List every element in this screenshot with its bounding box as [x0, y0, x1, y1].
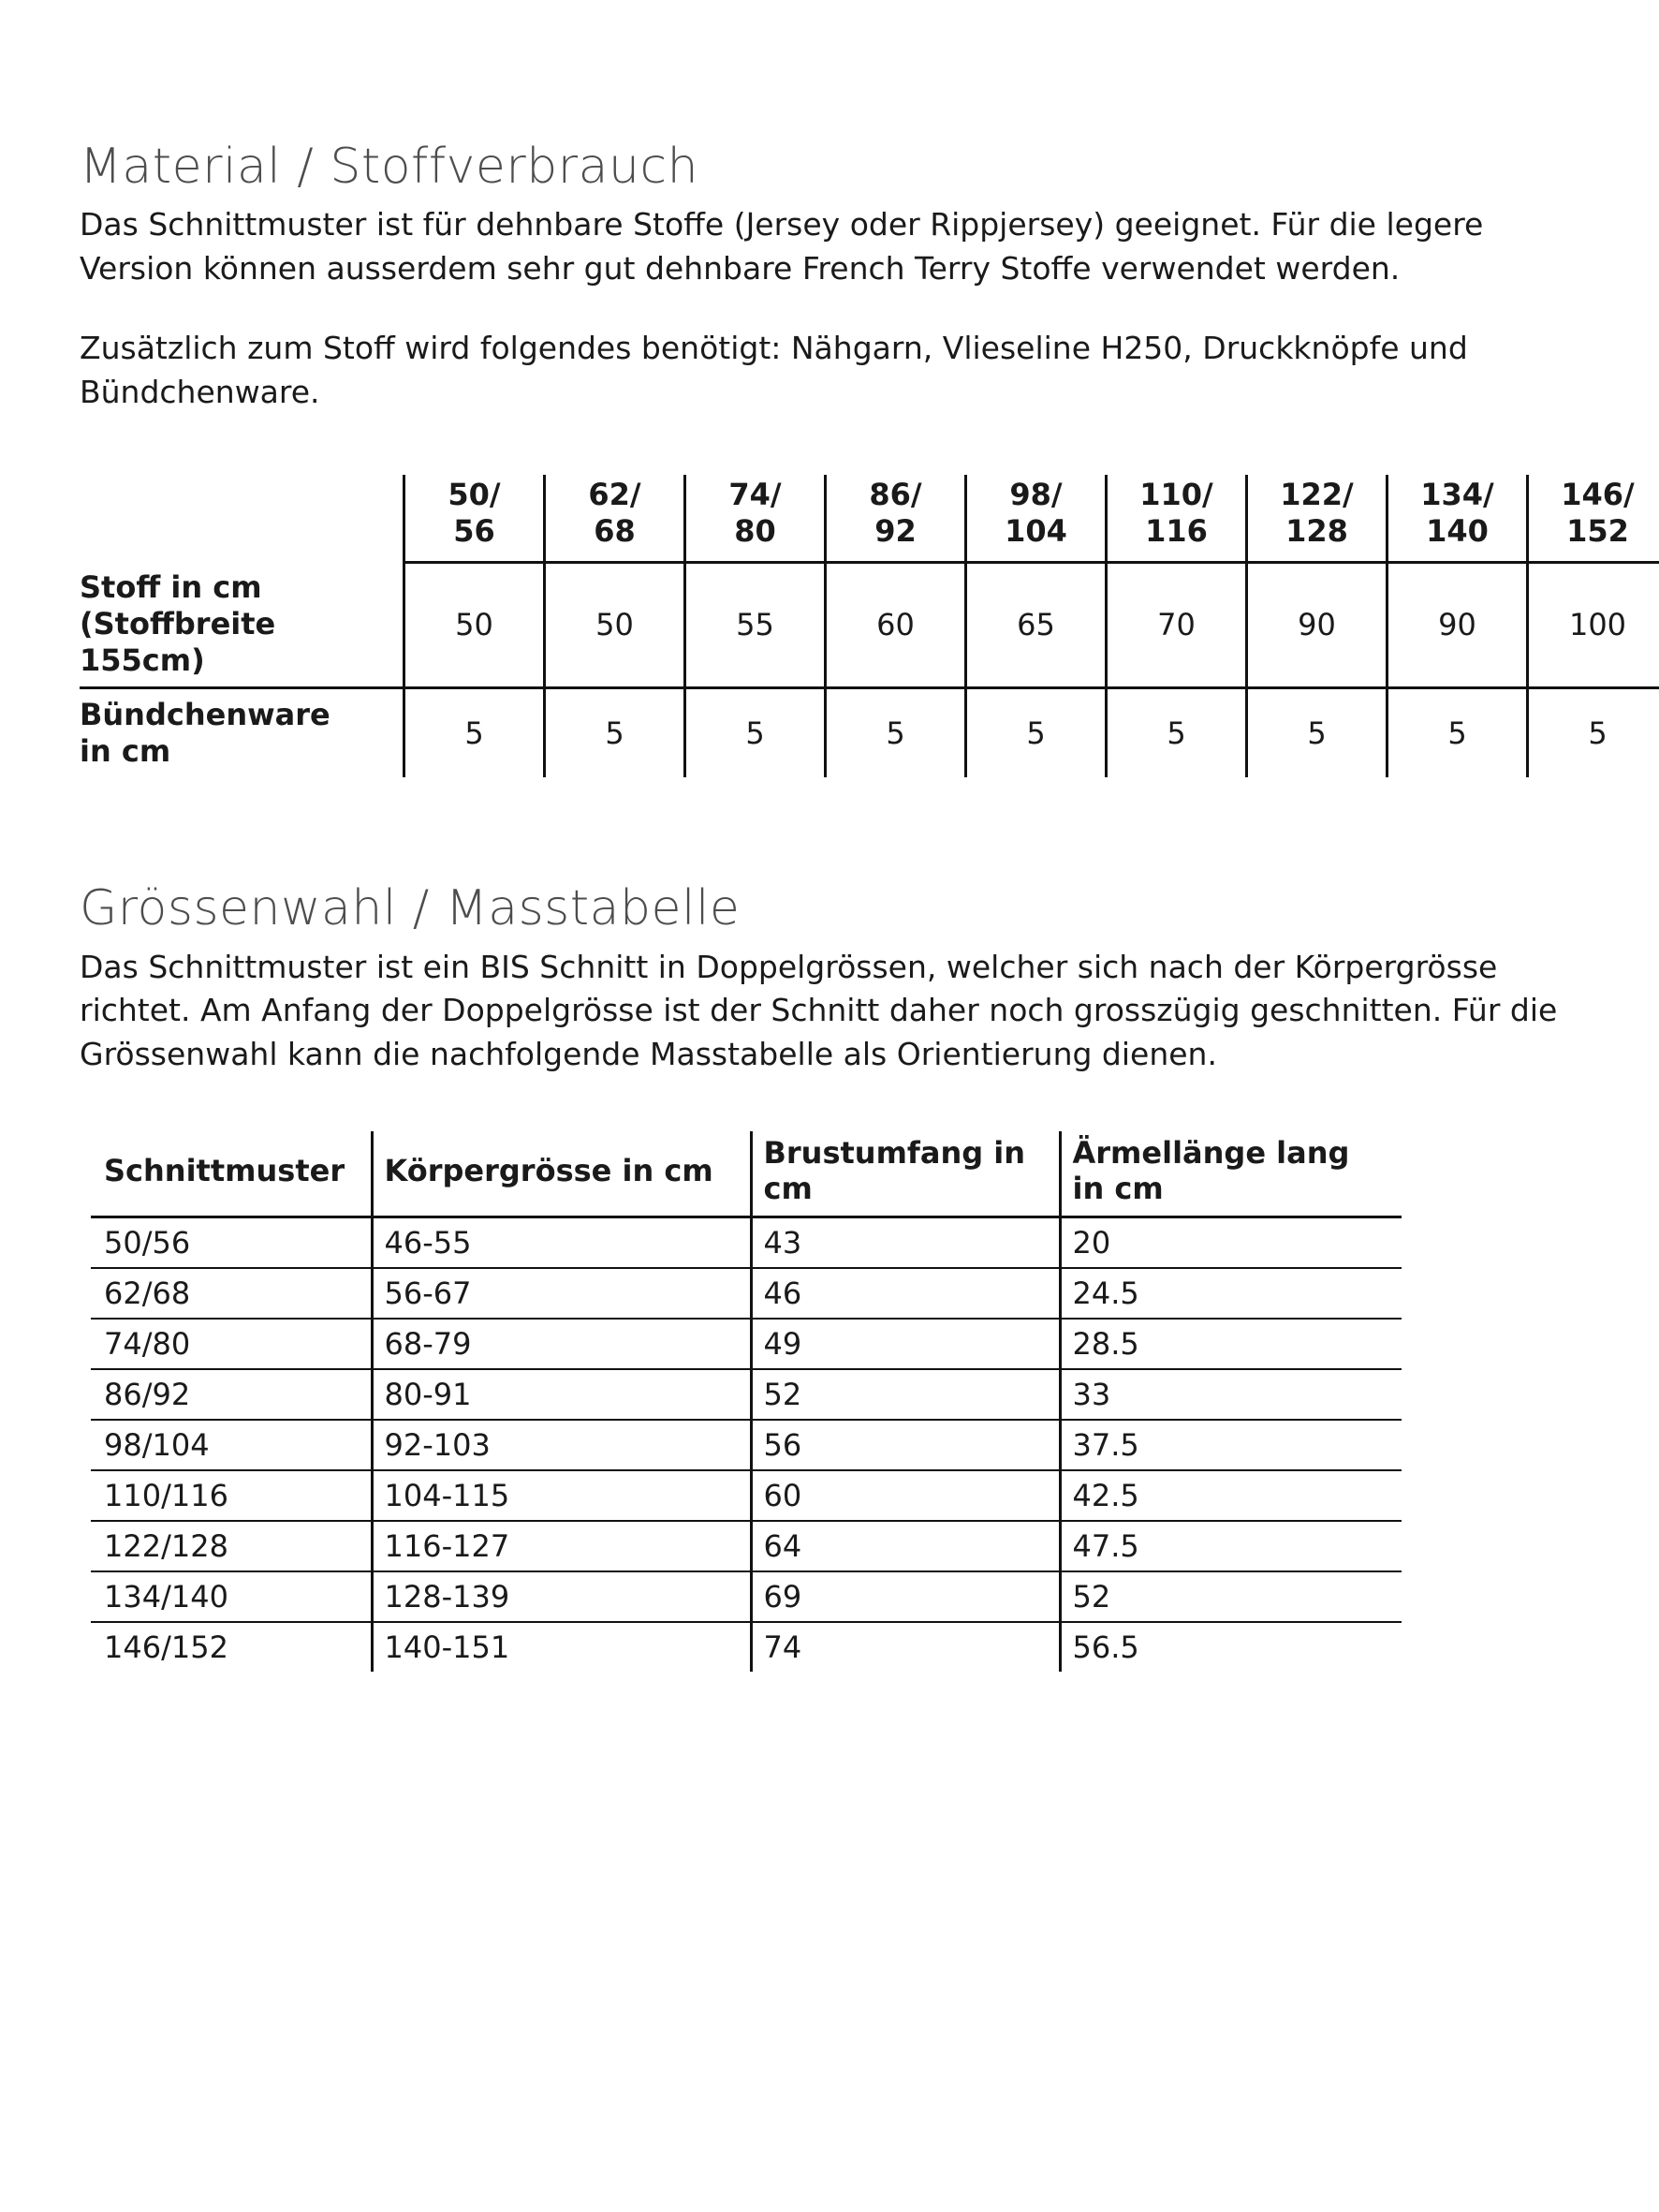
table-row: [80, 562, 1659, 688]
measurement-cell-body-height: 116-127: [372, 1521, 751, 1571]
table-row: [91, 1470, 1402, 1521]
fabric-size-header: 74/ 80: [685, 475, 826, 563]
material-section-title: Material / Stoffverbrauch: [80, 139, 699, 195]
size-section-title: Grössenwahl / Masstabelle: [80, 880, 741, 937]
fabric-size-header: 50/ 56: [404, 475, 545, 563]
fabric-size-header: 62/ 68: [545, 475, 685, 563]
measurement-cell-chest: 60: [751, 1470, 1060, 1521]
size-paragraph-1: Das Schnittmuster ist ein BIS Schnitt in Doppelgrössen, welcher sich nach der Körpergrösse richtet. Am Anfang der Doppelgrösse ist der Schnitt daher noch grosszügig geschnitten. Für die Grössenwahl kann die nachfolgende Masstabelle als Orientierung dienen.: [80, 948, 1558, 1073]
measurement-cell-body-height: 80-91: [372, 1369, 751, 1420]
fabric-cell: 50: [545, 562, 685, 688]
measurement-cell-chest: 49: [751, 1319, 1060, 1369]
fabric-table-body: [80, 562, 1659, 777]
fabric-cell: 5: [1387, 688, 1528, 778]
measurement-header-pattern-size: Schnittmuster: [91, 1131, 372, 1217]
material-section: [80, 140, 1575, 415]
table-row: [91, 1319, 1402, 1369]
measurement-table: [91, 1131, 1402, 1672]
fabric-cell: 5: [1528, 688, 1659, 778]
measurement-cell-chest: 69: [751, 1571, 1060, 1622]
measurement-cell-sleeve: 47.5: [1060, 1521, 1402, 1571]
measurement-cell-pattern-size: 98/104: [91, 1420, 372, 1470]
fabric-cell: 100: [1528, 562, 1659, 688]
measurement-cell-chest: 74: [751, 1622, 1060, 1672]
table-row: [91, 1571, 1402, 1622]
measurement-cell-chest: 64: [751, 1521, 1060, 1571]
measurement-cell-chest: 56: [751, 1420, 1060, 1470]
measurement-cell-pattern-size: 134/140: [91, 1571, 372, 1622]
fabric-cell: 90: [1387, 562, 1528, 688]
size-selection-section: [80, 882, 1575, 1077]
measurement-cell-sleeve: 20: [1060, 1217, 1402, 1269]
fabric-cell: 60: [826, 562, 966, 688]
table-row: [80, 688, 1659, 778]
measurement-cell-body-height: 140-151: [372, 1622, 751, 1672]
table-header-row: [80, 475, 1659, 563]
measurement-cell-sleeve: 33: [1060, 1369, 1402, 1420]
measurement-cell-sleeve: 24.5: [1060, 1268, 1402, 1319]
measurement-cell-sleeve: 42.5: [1060, 1470, 1402, 1521]
fabric-size-header: 134/ 140: [1387, 475, 1528, 563]
fabric-row-label: Stoff in cm (Stoffbreite 155cm): [80, 562, 404, 688]
measurement-cell-pattern-size: 86/92: [91, 1369, 372, 1420]
material-paragraph-1: Das Schnittmuster ist für dehnbare Stoffe (Jersey oder Rippjersey) geeignet. Für die legere Version können ausserdem sehr gut dehnbare French Terry Stoffe verwendet werden.: [80, 206, 1484, 288]
measurement-cell-pattern-size: 62/68: [91, 1268, 372, 1319]
fabric-consumption-table-wrapper: [80, 475, 1635, 778]
measurement-header-sleeve: Ärmellänge lang in cm: [1060, 1131, 1402, 1217]
fabric-cell: 90: [1247, 562, 1387, 688]
fabric-cell: 65: [966, 562, 1107, 688]
measurement-cell-body-height: 46-55: [372, 1217, 751, 1269]
measurement-cell-pattern-size: 146/152: [104, 1630, 228, 1666]
measurement-header-body-height: Körpergrösse in cm: [372, 1131, 751, 1217]
fabric-cell: 5: [966, 688, 1107, 778]
measurement-cell-body-height: 92-103: [372, 1420, 751, 1470]
measurement-cell-sleeve: 52: [1060, 1571, 1402, 1622]
fabric-size-header: 98/ 104: [966, 475, 1107, 563]
material-paragraph-2: Zusätzlich zum Stoff wird folgendes benötigt: Nähgarn, Vlieseline H250, Druckknöpfe und Bündchenware.: [80, 329, 1468, 410]
measurement-cell-sleeve: 56.5: [1060, 1622, 1402, 1672]
measurement-cell-body-height: 104-115: [372, 1470, 751, 1521]
table-header-row: [91, 1131, 1402, 1217]
fabric-cell: 55: [685, 562, 826, 688]
measurement-cell-body-height: 56-67: [372, 1268, 751, 1319]
measurement-cell-pattern-size: 122/128: [91, 1521, 372, 1571]
fabric-cell: 50: [404, 562, 545, 688]
table-row: [91, 1622, 1402, 1672]
measurement-table-body: [91, 1217, 1402, 1673]
measurement-cell-body-height: 128-139: [372, 1571, 751, 1622]
fabric-cell: 70: [1107, 562, 1247, 688]
fabric-size-header: 86/ 92: [826, 475, 966, 563]
measurement-table-wrapper: [80, 1131, 1575, 1672]
fabric-cell: 5: [404, 688, 545, 778]
measurement-cell-pattern-size: 50/56: [91, 1217, 372, 1269]
fabric-cell: 5: [1247, 688, 1387, 778]
measurement-cell-chest: 52: [751, 1369, 1060, 1420]
fabric-cell: 5: [685, 688, 826, 778]
measurement-cell-sleeve: 28.5: [1060, 1319, 1402, 1369]
table-row: [91, 1268, 1402, 1319]
fabric-consumption-table: [80, 475, 1659, 778]
measurement-header-chest: Brustumfang in cm: [751, 1131, 1060, 1217]
fabric-cell: 5: [826, 688, 966, 778]
measurement-cell-pattern-size: 74/80: [91, 1319, 372, 1369]
measurement-cell-chest: 46: [751, 1268, 1060, 1319]
table-row: [91, 1369, 1402, 1420]
fabric-size-header: 110/ 116: [1107, 475, 1247, 563]
measurement-cell-pattern-size: 110/116: [91, 1470, 372, 1521]
fabric-row-label: Bündchenware in cm: [80, 688, 404, 778]
table-row: [91, 1420, 1402, 1470]
measurement-cell-sleeve: 37.5: [1060, 1420, 1402, 1470]
table-corner-cell: [80, 475, 404, 563]
measurement-cell-chest: 43: [751, 1217, 1060, 1269]
table-row: [91, 1521, 1402, 1571]
measurement-cell-body-height: 68-79: [372, 1319, 751, 1369]
table-row: [91, 1217, 1402, 1269]
fabric-size-header: 146/ 152: [1528, 475, 1659, 563]
fabric-cell: 5: [545, 688, 685, 778]
fabric-cell: 5: [1107, 688, 1247, 778]
fabric-size-header: 122/ 128: [1247, 475, 1387, 563]
